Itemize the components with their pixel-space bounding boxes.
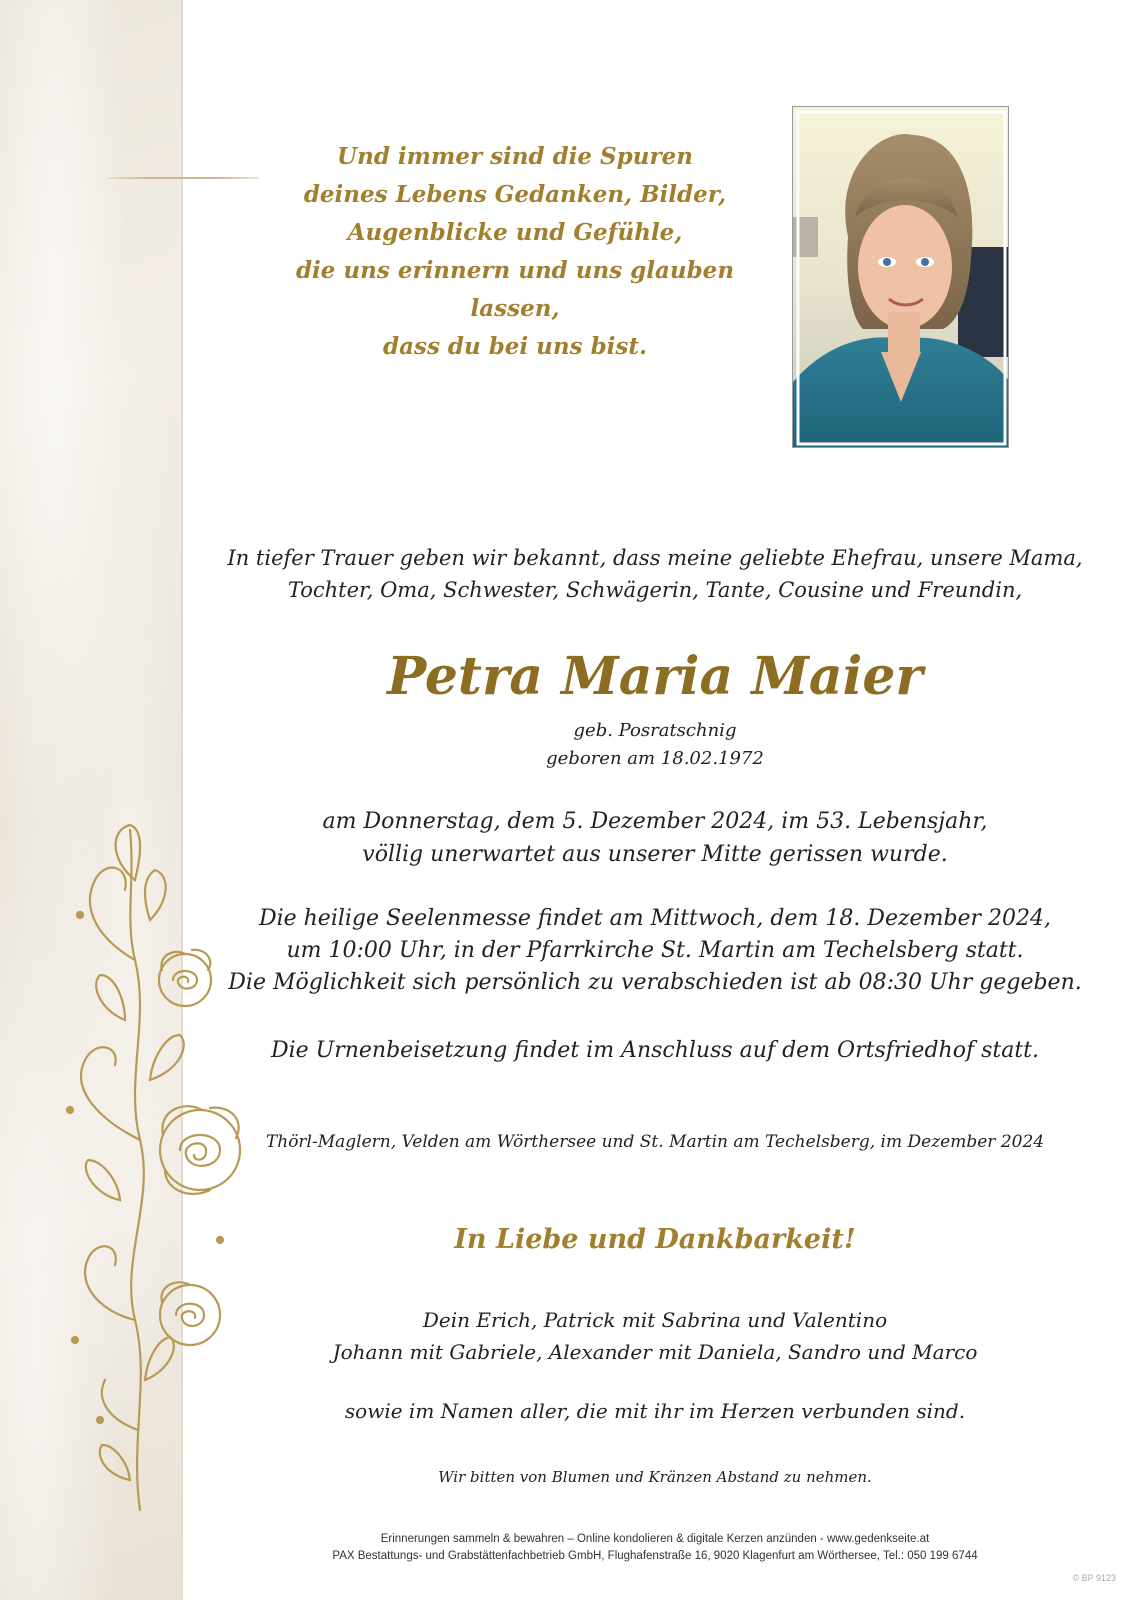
intro-line: Tochter, Oma, Schwester, Schwägerin, Tante, Cousine und Freundin,	[287, 578, 1023, 602]
family-line: Johann mit Gabriele, Alexander mit Daniela, Sandro und Marco	[332, 1340, 978, 1364]
intro-line: In tiefer Trauer geben wir bekannt, dass meine geliebte Ehefrau, unsere Mama,	[227, 546, 1083, 570]
mass-line: um 10:00 Uhr, in der Pfarrkirche St. Martin am Techelsberg statt.	[286, 938, 1024, 963]
quote-line: Und immer sind die Spuren	[337, 143, 693, 170]
death-line: am Donnerstag, dem 5. Dezember 2024, im 53. Lebensjahr,	[322, 809, 988, 834]
quote-line: dass du bei uns bist.	[383, 333, 647, 360]
birth-details	[200, 717, 1110, 773]
mass-details	[200, 903, 1110, 999]
template-code: © BP 9123	[1072, 1573, 1116, 1583]
mass-line: Die heilige Seelenmesse findet am Mittwoch, dem 18. Dezember 2024,	[258, 906, 1052, 931]
flowers-note: Wir bitten von Blumen und Kränzen Abstand zu nehmen.	[438, 1468, 872, 1486]
family-line: Dein Erich, Patrick mit Sabrina und Valentino	[422, 1308, 888, 1332]
burial-notice: Die Urnenbeisetzung findet im Anschluss auf dem Ortsfriedhof statt.	[270, 1038, 1039, 1063]
deceased-name: Petra Maria Maier	[387, 646, 923, 707]
gold-rule	[107, 177, 259, 179]
death-notice	[200, 805, 1110, 871]
mass-line: Die Möglichkeit sich persönlich zu verabschieden ist ab 08:30 Uhr gegeben.	[228, 970, 1082, 995]
place-and-date: Thörl-Maglern, Velden am Wörthersee und St. Martin am Techelsberg, im Dezember 2024	[265, 1132, 1045, 1152]
death-line: völlig unerwartet aus unserer Mitte gerissen wurde.	[362, 842, 948, 867]
quote-line: die uns erinnern und uns glauben lassen,	[295, 257, 735, 322]
quote-line: deines Lebens Gedanken, Bilder,	[303, 181, 727, 208]
footer-website-line: Erinnerungen sammeln & bewahren – Online kondolieren & digitale Kerzen anzünden - www.gedenkseite.at	[380, 1533, 930, 1545]
maiden-name: geb. Posratschnig	[573, 720, 737, 741]
memorial-quote	[250, 138, 780, 366]
others-note: sowie im Namen aller, die mit ihr im Herzen verbunden sind.	[344, 1399, 966, 1423]
announcement-intro	[200, 542, 1110, 606]
thanks-heading: In Liebe und Dankbarkeit!	[454, 1224, 856, 1255]
quote-line: Augenblicke und Gefühle,	[347, 219, 683, 246]
portrait-photo	[792, 106, 1009, 448]
footer	[200, 1531, 1110, 1565]
footer-company-line: PAX Bestattungs- und Grabstättenfachbetrieb GmbH, Flughafenstraße 16, 9020 Klagenfurt am Wörthersee, Tel.: 050 199 6744	[332, 1550, 978, 1562]
birth-date: geboren am 18.02.1972	[546, 748, 764, 769]
family-mourners	[200, 1304, 1110, 1368]
